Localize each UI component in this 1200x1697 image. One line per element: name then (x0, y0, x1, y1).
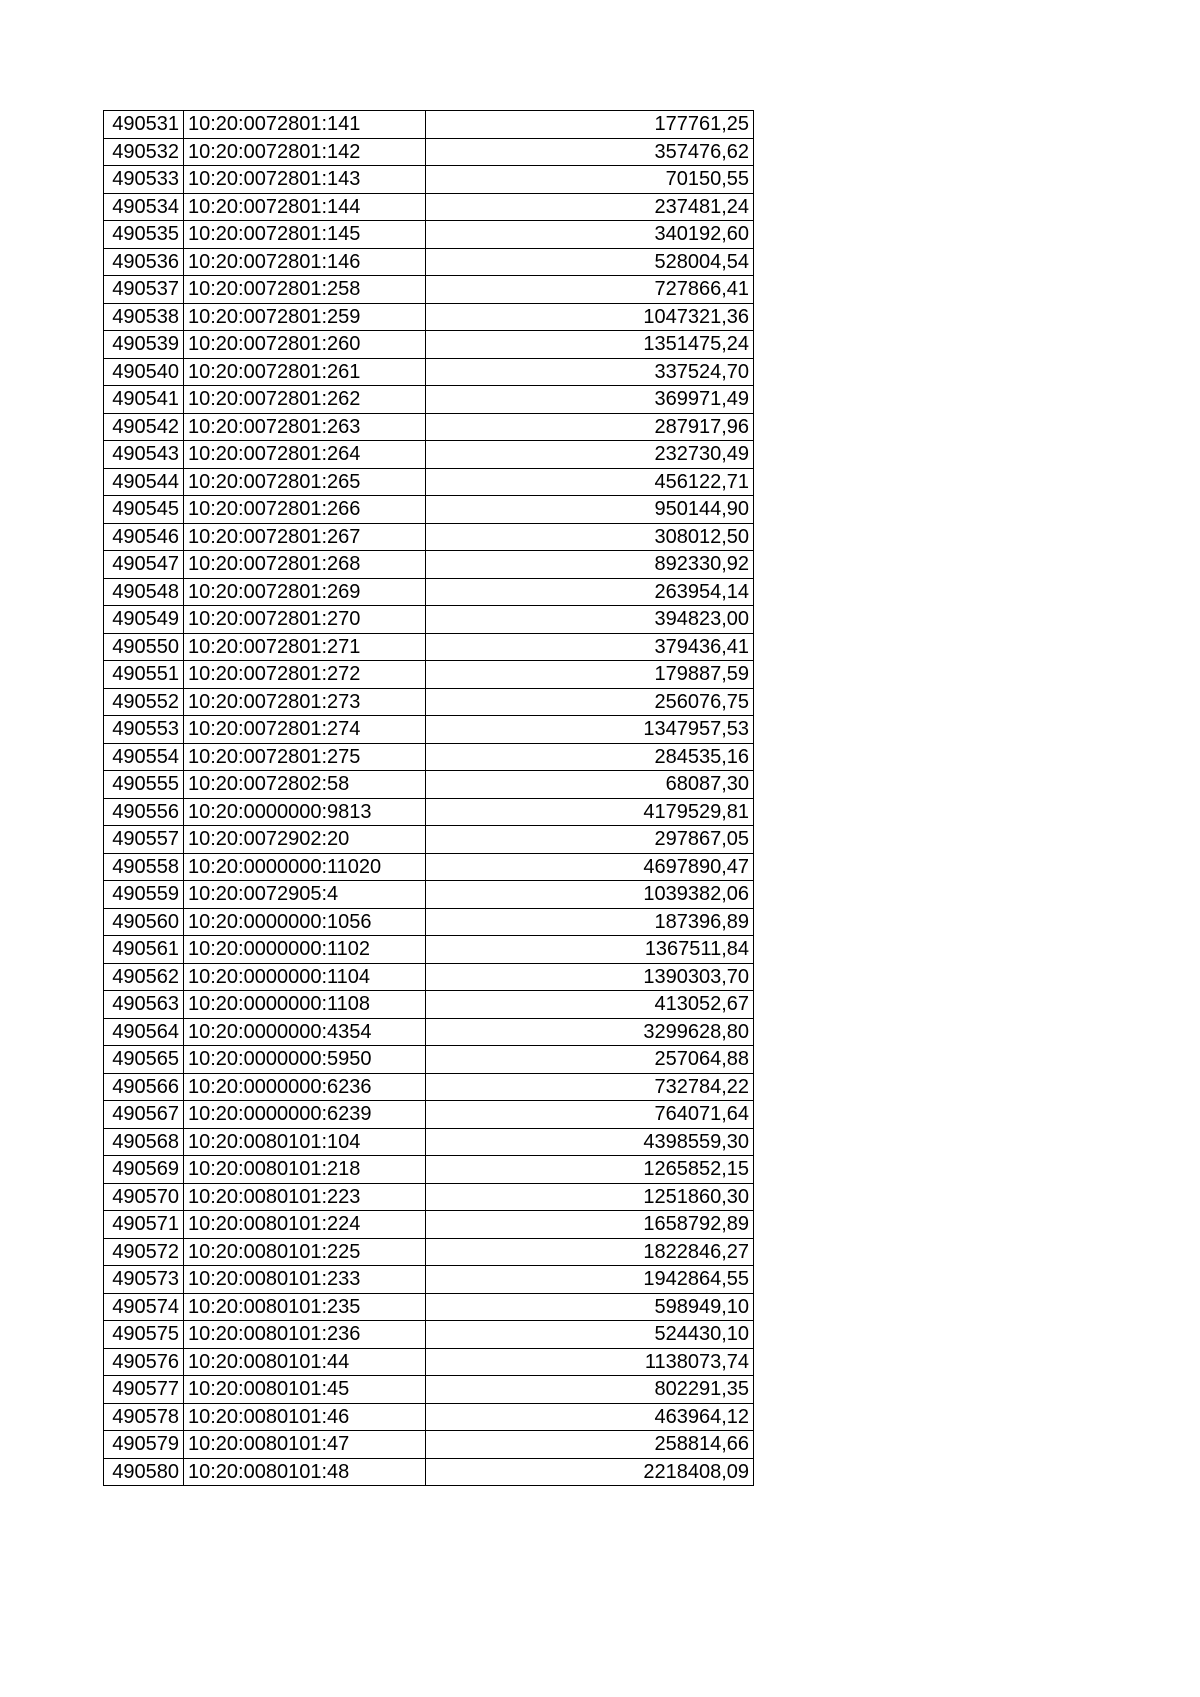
cadastral-value-cell: 892330,92 (426, 551, 754, 579)
table-row (104, 1238, 754, 1266)
row-number-cell: 490575 (104, 1321, 184, 1349)
cadastral-number-cell: 10:20:0000000:1104 (184, 963, 426, 991)
cadastral-number-cell: 10:20:0072801:143 (184, 166, 426, 194)
table-row (104, 331, 754, 359)
cadastral-number-cell: 10:20:0000000:1056 (184, 908, 426, 936)
row-number-cell: 490561 (104, 936, 184, 964)
cadastral-value-cell: 337524,70 (426, 358, 754, 386)
cadastral-value-cell: 1047321,36 (426, 303, 754, 331)
table-row (104, 1073, 754, 1101)
cadastral-value-cell: 4179529,81 (426, 798, 754, 826)
cadastral-number-cell: 10:20:0072801:259 (184, 303, 426, 331)
cadastral-value-cell: 1251860,30 (426, 1183, 754, 1211)
cadastral-value-cell: 598949,10 (426, 1293, 754, 1321)
cadastral-number-cell: 10:20:0072801:261 (184, 358, 426, 386)
cadastral-value-cell: 179887,59 (426, 661, 754, 689)
cadastral-value-cell: 394823,00 (426, 606, 754, 634)
cadastral-number-cell: 10:20:0072801:264 (184, 441, 426, 469)
cadastral-value-cell: 357476,62 (426, 138, 754, 166)
cadastral-number-cell: 10:20:0072801:262 (184, 386, 426, 414)
row-number-cell: 490531 (104, 111, 184, 139)
cadastral-value-cell: 1390303,70 (426, 963, 754, 991)
table-row (104, 963, 754, 991)
cadastral-number-cell: 10:20:0072801:260 (184, 331, 426, 359)
row-number-cell: 490542 (104, 413, 184, 441)
table-row (104, 523, 754, 551)
cadastral-number-cell: 10:20:0080101:46 (184, 1403, 426, 1431)
cadastral-number-cell: 10:20:0080101:47 (184, 1431, 426, 1459)
cadastral-number-cell: 10:20:0072801:274 (184, 716, 426, 744)
table-row (104, 441, 754, 469)
table-row (104, 826, 754, 854)
table-row (104, 1128, 754, 1156)
row-number-cell: 490577 (104, 1376, 184, 1404)
cadastral-number-cell: 10:20:0080101:223 (184, 1183, 426, 1211)
cadastral-number-cell: 10:20:0072802:58 (184, 771, 426, 799)
cadastral-value-cell: 258814,66 (426, 1431, 754, 1459)
cadastral-number-cell: 10:20:0080101:236 (184, 1321, 426, 1349)
table-row (104, 1458, 754, 1486)
cadastral-number-cell: 10:20:0080101:44 (184, 1348, 426, 1376)
cadastral-value-cell: 463964,12 (426, 1403, 754, 1431)
cadastral-number-cell: 10:20:0000000:5950 (184, 1046, 426, 1074)
table-row (104, 248, 754, 276)
cadastral-value-table (103, 110, 754, 1486)
row-number-cell: 490533 (104, 166, 184, 194)
table-row (104, 551, 754, 579)
row-number-cell: 490539 (104, 331, 184, 359)
cadastral-value-cell: 727866,41 (426, 276, 754, 304)
table-row (104, 1046, 754, 1074)
cadastral-number-cell: 10:20:0080101:233 (184, 1266, 426, 1294)
table-row (104, 1211, 754, 1239)
cadastral-number-cell: 10:20:0072801:270 (184, 606, 426, 634)
row-number-cell: 490544 (104, 468, 184, 496)
table-row (104, 908, 754, 936)
row-number-cell: 490548 (104, 578, 184, 606)
cadastral-number-cell: 10:20:0072801:263 (184, 413, 426, 441)
cadastral-value-cell: 287917,96 (426, 413, 754, 441)
table-row (104, 1101, 754, 1129)
cadastral-value-cell: 256076,75 (426, 688, 754, 716)
row-number-cell: 490563 (104, 991, 184, 1019)
cadastral-value-cell: 340192,60 (426, 221, 754, 249)
table-row (104, 661, 754, 689)
cadastral-value-cell: 950144,90 (426, 496, 754, 524)
cadastral-number-cell: 10:20:0000000:4354 (184, 1018, 426, 1046)
cadastral-number-cell: 10:20:0080101:235 (184, 1293, 426, 1321)
table-row (104, 853, 754, 881)
cadastral-number-cell: 10:20:0080101:45 (184, 1376, 426, 1404)
cadastral-number-cell: 10:20:0080101:225 (184, 1238, 426, 1266)
row-number-cell: 490556 (104, 798, 184, 826)
cadastral-number-cell: 10:20:0072801:268 (184, 551, 426, 579)
table-row (104, 358, 754, 386)
cadastral-value-cell: 1265852,15 (426, 1156, 754, 1184)
cadastral-number-cell: 10:20:0080101:224 (184, 1211, 426, 1239)
table-row (104, 303, 754, 331)
cadastral-number-cell: 10:20:0000000:6236 (184, 1073, 426, 1101)
table-row (104, 936, 754, 964)
table-row (104, 1431, 754, 1459)
table-row (104, 633, 754, 661)
cadastral-value-cell: 3299628,80 (426, 1018, 754, 1046)
cadastral-number-cell: 10:20:0072801:272 (184, 661, 426, 689)
row-number-cell: 490551 (104, 661, 184, 689)
row-number-cell: 490545 (104, 496, 184, 524)
cadastral-number-cell: 10:20:0072801:145 (184, 221, 426, 249)
row-number-cell: 490559 (104, 881, 184, 909)
cadastral-number-cell: 10:20:0080101:104 (184, 1128, 426, 1156)
table-row (104, 496, 754, 524)
row-number-cell: 490568 (104, 1128, 184, 1156)
cadastral-number-cell: 10:20:0072801:144 (184, 193, 426, 221)
cadastral-value-cell: 764071,64 (426, 1101, 754, 1129)
table-row (104, 881, 754, 909)
cadastral-value-cell: 413052,67 (426, 991, 754, 1019)
table-row (104, 1403, 754, 1431)
cadastral-number-cell: 10:20:0072801:267 (184, 523, 426, 551)
table-row (104, 578, 754, 606)
row-number-cell: 490547 (104, 551, 184, 579)
row-number-cell: 490543 (104, 441, 184, 469)
table-row (104, 386, 754, 414)
row-number-cell: 490540 (104, 358, 184, 386)
cadastral-number-cell: 10:20:0072801:258 (184, 276, 426, 304)
row-number-cell: 490550 (104, 633, 184, 661)
row-number-cell: 490579 (104, 1431, 184, 1459)
row-number-cell: 490562 (104, 963, 184, 991)
cadastral-value-cell: 456122,71 (426, 468, 754, 496)
row-number-cell: 490537 (104, 276, 184, 304)
row-number-cell: 490546 (104, 523, 184, 551)
row-number-cell: 490567 (104, 1101, 184, 1129)
table-row (104, 743, 754, 771)
table-row (104, 166, 754, 194)
table-row (104, 193, 754, 221)
table-row (104, 688, 754, 716)
cadastral-value-cell: 1367511,84 (426, 936, 754, 964)
row-number-cell: 490557 (104, 826, 184, 854)
table-row (104, 606, 754, 634)
cadastral-number-cell: 10:20:0080101:218 (184, 1156, 426, 1184)
row-number-cell: 490554 (104, 743, 184, 771)
row-number-cell: 490534 (104, 193, 184, 221)
table-row (104, 221, 754, 249)
cadastral-value-cell: 369971,49 (426, 386, 754, 414)
row-number-cell: 490552 (104, 688, 184, 716)
cadastral-value-cell: 1138073,74 (426, 1348, 754, 1376)
cadastral-number-cell: 10:20:0000000:11020 (184, 853, 426, 881)
row-number-cell: 490574 (104, 1293, 184, 1321)
cadastral-number-cell: 10:20:0072801:146 (184, 248, 426, 276)
cadastral-number-cell: 10:20:0072801:273 (184, 688, 426, 716)
table-row (104, 468, 754, 496)
row-number-cell: 490576 (104, 1348, 184, 1376)
cadastral-value-cell: 263954,14 (426, 578, 754, 606)
cadastral-number-cell: 10:20:0000000:1108 (184, 991, 426, 1019)
cadastral-number-cell: 10:20:0072801:142 (184, 138, 426, 166)
table-row (104, 138, 754, 166)
row-number-cell: 490553 (104, 716, 184, 744)
cadastral-value-cell: 68087,30 (426, 771, 754, 799)
cadastral-number-cell: 10:20:0072902:20 (184, 826, 426, 854)
row-number-cell: 490564 (104, 1018, 184, 1046)
cadastral-value-cell: 802291,35 (426, 1376, 754, 1404)
cadastral-value-cell: 232730,49 (426, 441, 754, 469)
table-row (104, 1018, 754, 1046)
cadastral-value-cell: 2218408,09 (426, 1458, 754, 1486)
cadastral-value-cell: 1347957,53 (426, 716, 754, 744)
cadastral-number-cell: 10:20:0072801:265 (184, 468, 426, 496)
cadastral-value-cell: 284535,16 (426, 743, 754, 771)
row-number-cell: 490565 (104, 1046, 184, 1074)
cadastral-number-cell: 10:20:0072801:271 (184, 633, 426, 661)
table-row (104, 1156, 754, 1184)
cadastral-value-cell: 308012,50 (426, 523, 754, 551)
cadastral-number-cell: 10:20:0080101:48 (184, 1458, 426, 1486)
row-number-cell: 490566 (104, 1073, 184, 1101)
table-row (104, 716, 754, 744)
row-number-cell: 490560 (104, 908, 184, 936)
cadastral-number-cell: 10:20:0072801:266 (184, 496, 426, 524)
cadastral-value-cell: 732784,22 (426, 1073, 754, 1101)
cadastral-value-cell: 1351475,24 (426, 331, 754, 359)
cadastral-number-cell: 10:20:0000000:1102 (184, 936, 426, 964)
table-row (104, 111, 754, 139)
cadastral-value-cell: 4697890,47 (426, 853, 754, 881)
cadastral-value-cell: 4398559,30 (426, 1128, 754, 1156)
cadastral-value-cell: 177761,25 (426, 111, 754, 139)
cadastral-value-cell: 528004,54 (426, 248, 754, 276)
table-row (104, 1376, 754, 1404)
table-row (104, 1321, 754, 1349)
table-row (104, 1348, 754, 1376)
row-number-cell: 490571 (104, 1211, 184, 1239)
cadastral-value-cell: 1658792,89 (426, 1211, 754, 1239)
row-number-cell: 490558 (104, 853, 184, 881)
table-row (104, 771, 754, 799)
cadastral-value-cell: 297867,05 (426, 826, 754, 854)
cadastral-number-cell: 10:20:0072801:141 (184, 111, 426, 139)
cadastral-value-cell: 524430,10 (426, 1321, 754, 1349)
cadastral-number-cell: 10:20:0072801:269 (184, 578, 426, 606)
row-number-cell: 490580 (104, 1458, 184, 1486)
table-row (104, 798, 754, 826)
cadastral-number-cell: 10:20:0072801:275 (184, 743, 426, 771)
table-row (104, 1266, 754, 1294)
cadastral-number-cell: 10:20:0000000:6239 (184, 1101, 426, 1129)
cadastral-value-cell: 1942864,55 (426, 1266, 754, 1294)
row-number-cell: 490569 (104, 1156, 184, 1184)
cadastral-number-cell: 10:20:0000000:9813 (184, 798, 426, 826)
row-number-cell: 490536 (104, 248, 184, 276)
cadastral-value-cell: 70150,55 (426, 166, 754, 194)
row-number-cell: 490573 (104, 1266, 184, 1294)
table-row (104, 991, 754, 1019)
row-number-cell: 490572 (104, 1238, 184, 1266)
cadastral-value-cell: 237481,24 (426, 193, 754, 221)
cadastral-value-cell: 1039382,06 (426, 881, 754, 909)
cadastral-value-cell: 379436,41 (426, 633, 754, 661)
table-row (104, 1293, 754, 1321)
row-number-cell: 490535 (104, 221, 184, 249)
row-number-cell: 490578 (104, 1403, 184, 1431)
row-number-cell: 490541 (104, 386, 184, 414)
cadastral-value-cell: 257064,88 (426, 1046, 754, 1074)
row-number-cell: 490532 (104, 138, 184, 166)
table-row (104, 413, 754, 441)
cadastral-number-cell: 10:20:0072905:4 (184, 881, 426, 909)
row-number-cell: 490549 (104, 606, 184, 634)
cadastral-value-cell: 187396,89 (426, 908, 754, 936)
cadastral-value-cell: 1822846,27 (426, 1238, 754, 1266)
row-number-cell: 490570 (104, 1183, 184, 1211)
row-number-cell: 490555 (104, 771, 184, 799)
table-row (104, 276, 754, 304)
row-number-cell: 490538 (104, 303, 184, 331)
table-body (104, 111, 754, 1486)
table-row (104, 1183, 754, 1211)
